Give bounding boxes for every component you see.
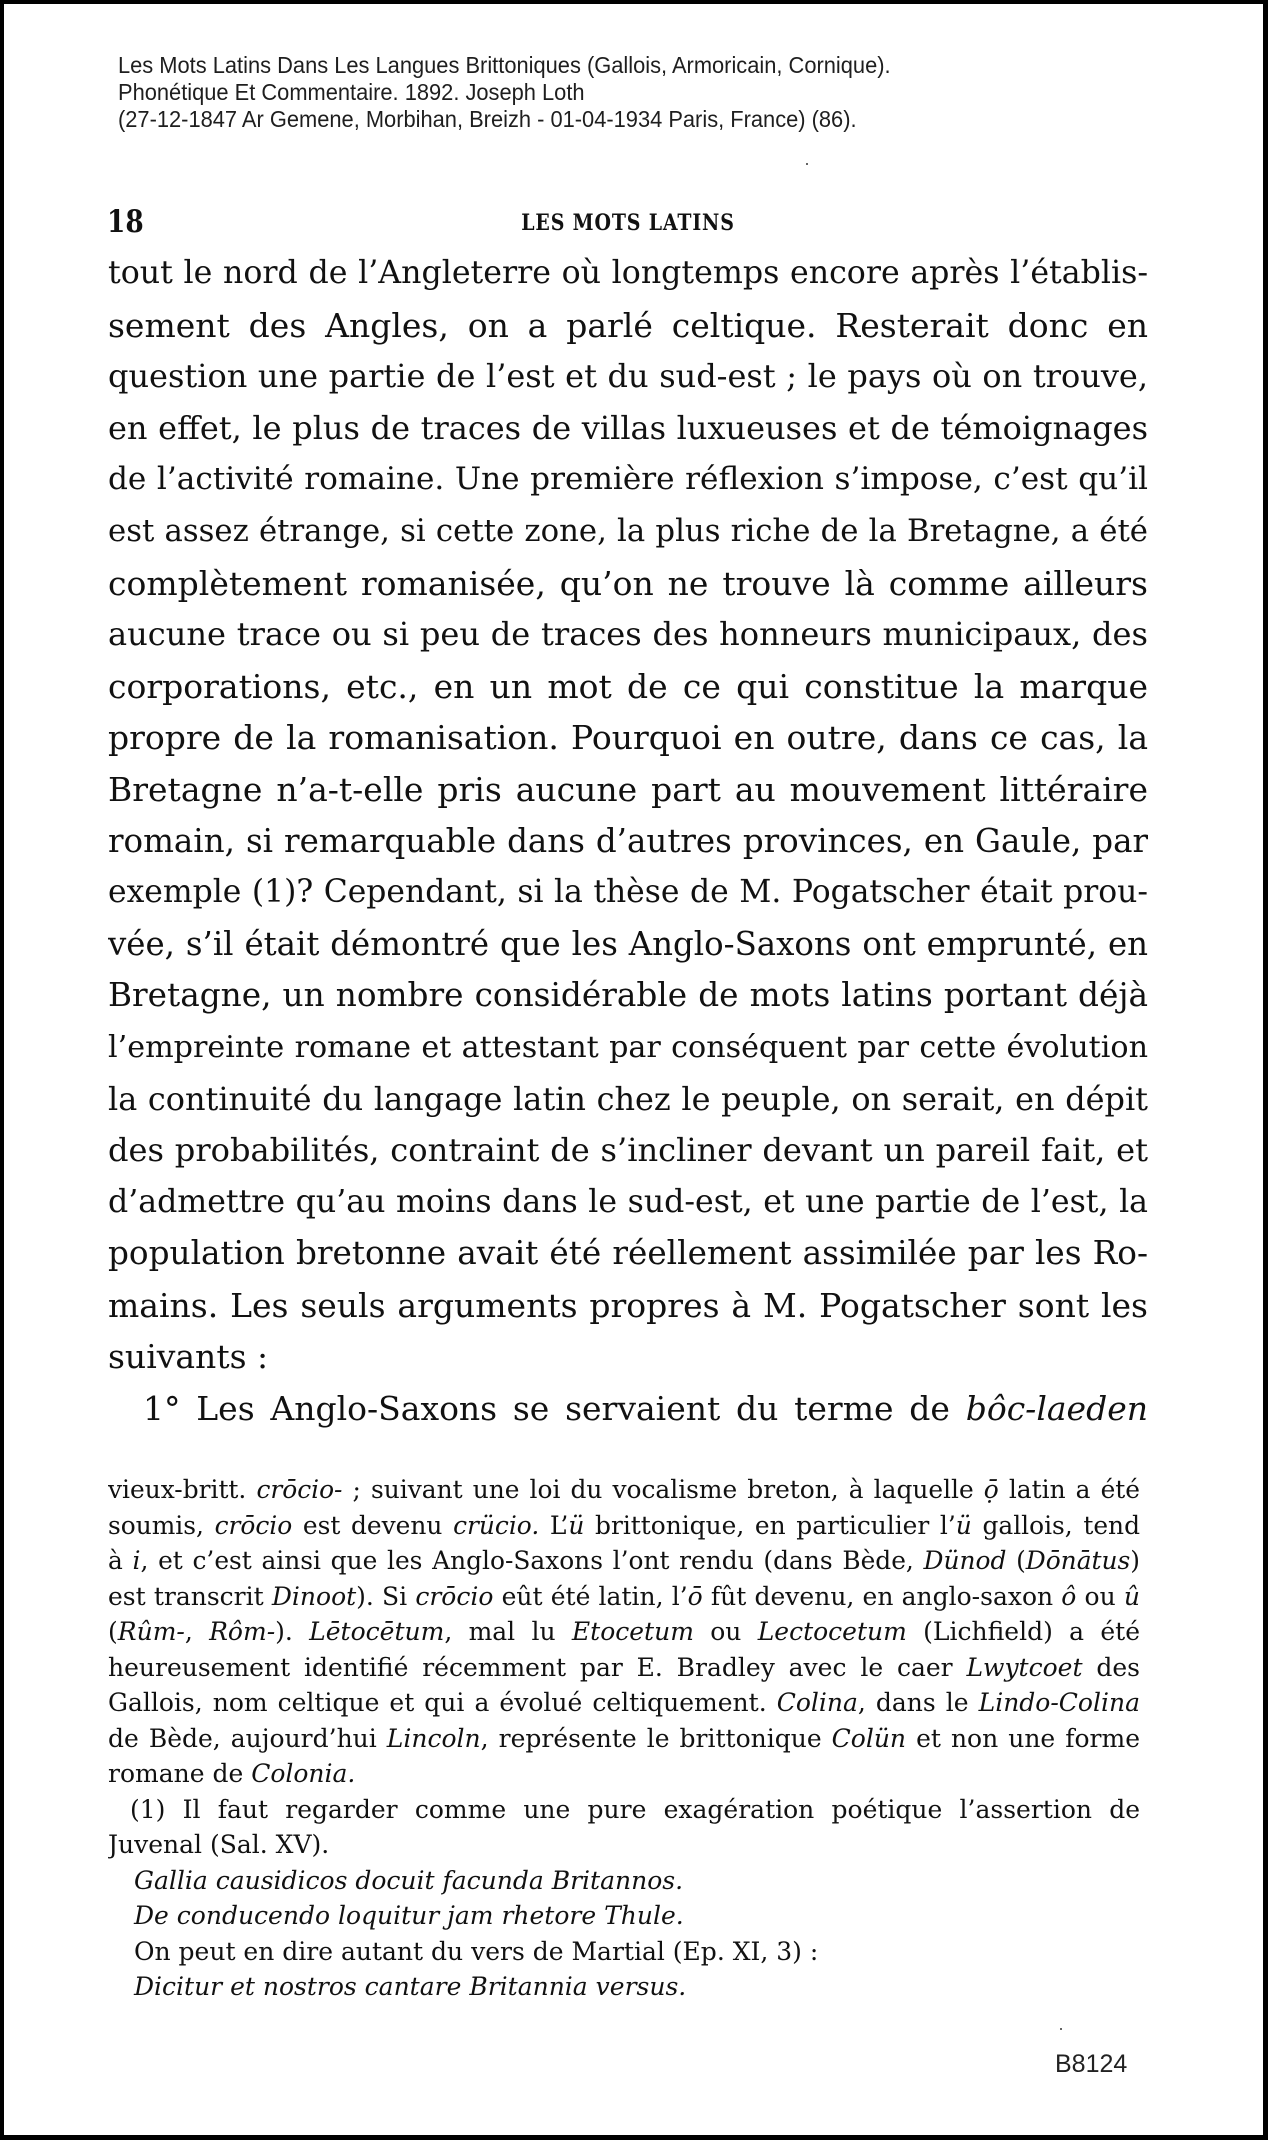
body-text: [108, 248, 1148, 1435]
scan-speck: [806, 163, 808, 165]
body-line: [108, 816, 1148, 868]
italic-text: ọ̄: [983, 1475, 999, 1504]
text-segment: est assez étrange, si cette zone, la plus riche de la Bretagne, a été: [108, 512, 1148, 549]
text-segment: en effet, le plus de traces de villas luxueuses et de témoignages: [108, 408, 1148, 447]
italic-text: Lectocetum: [757, 1617, 907, 1646]
body-line: [108, 1177, 1148, 1229]
text-segment: ).: [275, 1617, 310, 1646]
italic-text: ü: [955, 1510, 972, 1540]
text-segment: fût devenu, en anglo-saxon: [702, 1581, 1062, 1611]
body-line: [108, 1331, 1148, 1383]
footnote-line: [108, 1685, 1140, 1721]
text-segment: vée, s’il était démontré que les Anglo-Saxons ont emprunté, en: [108, 924, 1148, 963]
footnote-line: [108, 1579, 1140, 1615]
text-segment: , et c’est ainsi que les Anglo-Saxons l’ont rendu (dans Bède,: [140, 1546, 924, 1575]
archive-code: B8124: [1055, 2050, 1128, 2078]
text-segment: aucune trace ou si peu de traces des honneurs municipaux, des: [108, 615, 1148, 654]
italic-text: Colün: [831, 1723, 907, 1753]
italic-text: Etocetum: [571, 1617, 694, 1646]
text-segment: ; suivant une loi du vocalisme breton, à laquelle: [342, 1475, 984, 1504]
footnote-line: [108, 1934, 1140, 1970]
text-segment: Bretagne, un nombre considérable de mots latins portant déjà: [108, 976, 1148, 1015]
text-segment: Bretagne n’a-t-elle pris aucune part au mouvement littéraire: [108, 769, 1148, 809]
footnote-line: [108, 1827, 1140, 1863]
body-line: [108, 712, 1148, 764]
text-segment: des probabilités, contraint de s’incliner devant un pareil fait, et: [108, 1131, 1148, 1170]
italic-text: ō: [687, 1581, 703, 1611]
text-segment: gallois, tend: [971, 1510, 1140, 1540]
text-segment: exemple (1)? Cependant, si la thèse de M. Pogatscher était prou-: [108, 874, 1148, 911]
footnote-line: [108, 1472, 1140, 1508]
text-segment: des: [1082, 1652, 1140, 1682]
text-segment: sement des Angles, on a parlé celtique. Resterait donc en: [108, 305, 1148, 345]
italic-text: crücio.: [453, 1510, 540, 1540]
footnote-line: [108, 1969, 1140, 2005]
text-segment: de l’activité romaine. Une première réflexion s’impose, c’est qu’il: [108, 461, 1148, 498]
text-segment: ): [1130, 1546, 1140, 1575]
italic-text: Lētocētum: [309, 1617, 445, 1646]
italic-text: Colonia.: [251, 1759, 356, 1788]
italic-text: ü: [568, 1510, 585, 1540]
text-segment: L’: [539, 1510, 569, 1540]
italic-text: ô: [1061, 1581, 1077, 1611]
text-segment: On peut en dire autant du vers de Martial (Ep. XI, 3) :: [134, 1936, 819, 1966]
text-segment: complètement romanisée, qu’on ne trouve là comme ailleurs: [108, 563, 1148, 603]
text-segment: vieux-britt.: [108, 1475, 257, 1504]
italic-text: Dünod: [923, 1546, 1007, 1575]
text-segment: tout le nord de l’Angleterre où longtemps encore après l’établis-: [108, 255, 1148, 291]
body-line: [108, 609, 1148, 661]
italic-text: û: [1123, 1581, 1140, 1611]
body-line: [108, 351, 1148, 403]
italic-text: bôc-laeden: [965, 1389, 1148, 1429]
text-segment: ou: [693, 1617, 758, 1646]
footnote-line: [108, 1898, 1140, 1934]
citation-line: (27-12-1847 Ar Gemene, Morbihan, Breizh - 01-04-1934 Paris, France) (86).: [118, 106, 857, 132]
page-number: 18: [107, 204, 144, 240]
text-segment: corporations, etc., en un mot de ce qui constitue la marque: [108, 666, 1148, 706]
footnote-line: [108, 1863, 1140, 1899]
text-segment: mains. Les seuls arguments propres à M. Pogatscher sont les: [108, 1285, 1148, 1325]
italic-text: crōcio-: [256, 1475, 343, 1504]
scan-speck: [1060, 2028, 1062, 2030]
text-segment: 1° Les Anglo-Saxons se servaient du terme de: [143, 1389, 966, 1429]
citation-line: Phonétique Et Commentaire. 1892. Joseph Loth: [118, 79, 585, 105]
text-segment: soumis,: [108, 1510, 215, 1540]
italic-text: Colina: [776, 1688, 858, 1717]
text-segment: romain, si remarquable dans d’autres provinces, en Gaule, par: [108, 821, 1148, 860]
footnote-line: [108, 1792, 1140, 1828]
italic-text: i: [132, 1546, 141, 1575]
text-segment: brittonique, en particulier l’: [584, 1510, 956, 1540]
italic-text: Lincoln: [386, 1723, 481, 1753]
text-segment: la continuité du langage latin chez le peuple, on serait, en dépit: [108, 1079, 1148, 1118]
italic-text: Dinoot: [271, 1581, 357, 1611]
body-line: [108, 1022, 1148, 1074]
footnotes: [108, 1472, 1140, 2005]
italic-text: crōcio: [214, 1510, 293, 1540]
text-segment: latin a été: [998, 1475, 1140, 1504]
footnote-line: [108, 1508, 1140, 1544]
text-segment: eût été latin, l’: [493, 1581, 688, 1611]
text-segment: est transcrit: [108, 1581, 272, 1611]
body-line: [108, 1383, 1148, 1435]
citation-block: [118, 52, 891, 133]
text-segment: et non une forme: [906, 1723, 1140, 1753]
body-line: [108, 764, 1148, 816]
italic-text: Rûm-: [117, 1617, 185, 1646]
body-line: [108, 403, 1148, 455]
body-line: [108, 919, 1148, 971]
text-segment: (: [108, 1617, 118, 1646]
body-line: [108, 867, 1148, 919]
text-segment: , mal lu: [444, 1617, 572, 1646]
text-segment: ,: [184, 1617, 210, 1646]
italic-text: De conducendo loquitur jam rhetore Thule.: [134, 1901, 684, 1930]
italic-text: crōcio: [415, 1581, 494, 1611]
footnote-line: [108, 1543, 1140, 1579]
body-line: [108, 1280, 1148, 1332]
citation-line: Les Mots Latins Dans Les Langues Brittoniques (Gallois, Armoricain, Cornique).: [118, 52, 891, 78]
text-segment: Gallois, nom celtique et qui a évolué celtiquement.: [108, 1688, 777, 1717]
running-title: LES MOTS LATINS: [521, 210, 735, 236]
italic-text: Lindo-Colina: [978, 1688, 1140, 1717]
body-line: [108, 970, 1148, 1022]
text-segment: propre de la romanisation. Pourquoi en outre, dans ce cas, la: [108, 718, 1148, 758]
body-line: [108, 1125, 1148, 1177]
body-line: [108, 1074, 1148, 1126]
footnote-line: [108, 1650, 1140, 1686]
italic-text: Gallia causidicos docuit facunda Britannos.: [134, 1865, 684, 1895]
text-segment: (1) Il faut regarder comme une pure exagération poétique l’assertion de: [130, 1794, 1140, 1824]
italic-text: Dōnātus: [1025, 1546, 1131, 1575]
italic-text: Rôm-: [209, 1617, 276, 1646]
text-segment: (Lichfield) a été: [906, 1617, 1140, 1646]
body-line: [108, 558, 1148, 610]
italic-text: Lwytcoet: [966, 1652, 1083, 1682]
body-line: [108, 300, 1148, 352]
text-segment: à: [108, 1546, 133, 1575]
text-segment: Juvenal (Sal. XV).: [108, 1830, 330, 1859]
footnote-line: [108, 1756, 1140, 1792]
text-segment: est devenu: [292, 1510, 454, 1540]
text-segment: , représente le brittonique: [480, 1723, 832, 1753]
text-segment: suivants :: [108, 1337, 269, 1377]
footnote-line: [108, 1721, 1140, 1757]
text-segment: (: [1006, 1546, 1026, 1575]
body-line: [108, 1228, 1148, 1280]
text-segment: question une partie de l’est et du sud-est ; le pays où on trouve,: [108, 357, 1148, 396]
italic-text: Dicitur et nostros cantare Britannia versus.: [134, 1972, 687, 2001]
text-segment: ). Si: [356, 1581, 416, 1611]
body-line: [108, 454, 1148, 506]
body-line: [108, 248, 1148, 300]
body-line: [108, 661, 1148, 713]
footnote-line: [108, 1614, 1140, 1650]
text-segment: population bretonne avait été réellement assimilée par les Ro-: [108, 1234, 1148, 1273]
text-segment: heureusement identifié récemment par E. Bradley avec le caer: [108, 1652, 967, 1682]
text-segment: l’empreinte romane et attestant par conséquent par cette évolution: [108, 1029, 1148, 1065]
text-segment: d’admettre qu’au moins dans le sud-est, et une partie de l’est, la: [108, 1183, 1148, 1220]
text-segment: romane de: [108, 1759, 252, 1788]
text-segment: , dans le: [857, 1688, 979, 1717]
text-segment: ou: [1076, 1581, 1124, 1611]
body-line: [108, 506, 1148, 558]
text-segment: de Bède, aujourd’hui: [108, 1723, 387, 1753]
